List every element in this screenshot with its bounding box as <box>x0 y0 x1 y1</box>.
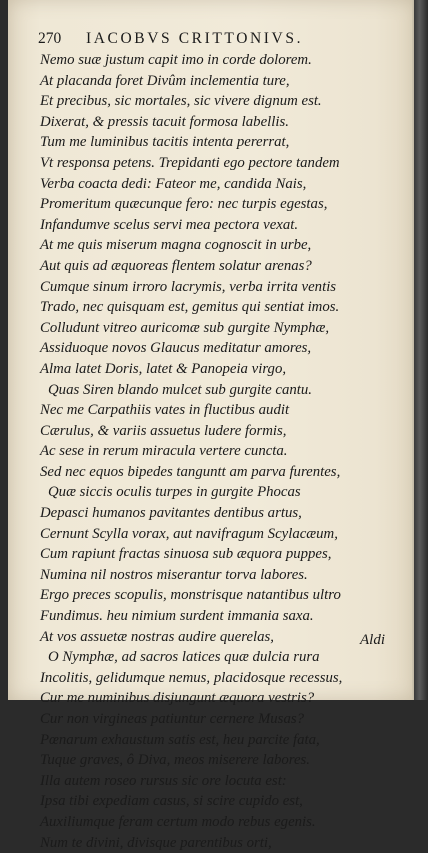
verse-line: Cum rapiunt fractas sinuosa sub æquora puppes, <box>40 546 332 563</box>
verse-line: Pœnarum exhaustum satis est, heu parcite fata, <box>40 731 320 748</box>
verse-line: Auxiliumque feram certum modo rebus egenis. <box>40 813 316 830</box>
verse-line: Nemo suæ justum capit imo in corde dolorem. <box>40 52 312 68</box>
verse-line: Colludunt vitreo auricomæ sub gurgite Nymphæ, <box>40 319 330 336</box>
verse-line: Verba coacta dedi: Fateor me, candida Nais, <box>40 175 307 192</box>
verse-line: Ac sese in rerum miracula vertere cuncta. <box>40 443 288 460</box>
catchword: Aldi <box>360 632 385 648</box>
verse-line: Assiduoque novos Glaucus meditatur amores, <box>40 340 312 357</box>
verse-line: Depasci humanos pavitantes dentibus artus, <box>40 505 302 522</box>
verse-line: At me quis miserum magna cognoscit in urbe, <box>40 237 312 254</box>
verse-line: Fundimus. heu nimium surdent immania saxa. <box>40 608 314 625</box>
verse-line: Sed nec equos bipedes tanguntt am parva furentes, <box>40 463 341 480</box>
page-number: 270 <box>38 30 62 47</box>
verse-line: At placanda foret Divûm inclementia ture, <box>40 72 290 89</box>
book-gutter <box>414 0 428 700</box>
verse-line: Vt responsa petens. Trepidanti ego pectore tandem <box>40 154 340 171</box>
page-header <box>38 30 368 50</box>
verse-line: At vos assuetæ nostras audire querelas, <box>40 628 275 645</box>
verse-line: Alma latet Doris, latet & Panopeia virgo, <box>40 360 287 377</box>
book-page <box>8 0 416 851</box>
verse-line: Dixerat, & pressis tacuit formosa labellis. <box>40 113 289 130</box>
verse-line: Aut quis ad æquoreas flentem solatur arenas? <box>40 257 312 274</box>
verse-line: Cumque sinum irroro lacrymis, verba irrita ventis <box>40 278 337 295</box>
verse-line: Et precibus, sic mortales, sic vivere dignum est. <box>40 93 322 110</box>
verse-line: Incolitis, gelidumque nemus, placidosque recessus, <box>40 669 343 686</box>
verse-line: Cærulus, & variis assuetus ludere formis, <box>40 422 287 439</box>
verse-line: Illa autem roseo rursus sic ore locuta est: <box>40 772 287 789</box>
verse-line: Promeritum quæcunque fero: nec turpis egestas, <box>40 196 328 213</box>
verse-line: Trado, nec quisquam est, gemitus qui sentiat imos. <box>40 299 340 316</box>
running-title: IACOBVS CRITTONIVS. <box>86 30 304 47</box>
verse-line: Numina nil nostros miserantur torva labores. <box>40 566 308 583</box>
verse-line: Num te divini, divisque parentibus orti, <box>40 834 272 851</box>
verse-line: Cur me numinibus disjungunt æquora vestris? <box>40 690 315 707</box>
verse-line: Cur non virgineas patiuntur cernere Musas? <box>40 711 304 727</box>
verse-line: Ergo preces scopulis, monstrisque natantibus ultro <box>40 587 341 604</box>
verse-line: Cernunt Scylla vorax, aut navifragum Scylacæum, <box>40 525 338 542</box>
verse-line: Infandumve scelus servi mea pectora vexat. <box>40 216 299 233</box>
verse-line: Tuque graves, ô Diva, meos miserere labores. <box>40 752 311 769</box>
verse-line: Quas Siren blando mulcet sub gurgite cantu. <box>48 381 312 398</box>
verse-line: Tum me luminibus tacitis intenta pererrat, <box>40 134 290 151</box>
verse-line: Quæ siccis oculis turpes in gurgite Phocas <box>48 484 301 501</box>
verse-body <box>40 50 390 853</box>
verse-line: O Nymphæ, ad sacros latices quæ dulcia rura <box>48 649 320 666</box>
verse-line: Nec me Carpathiis vates in fluctibus audit <box>40 402 290 419</box>
verse-line: Ipsa tibi expediam casus, si scire cupido est, <box>40 793 303 810</box>
